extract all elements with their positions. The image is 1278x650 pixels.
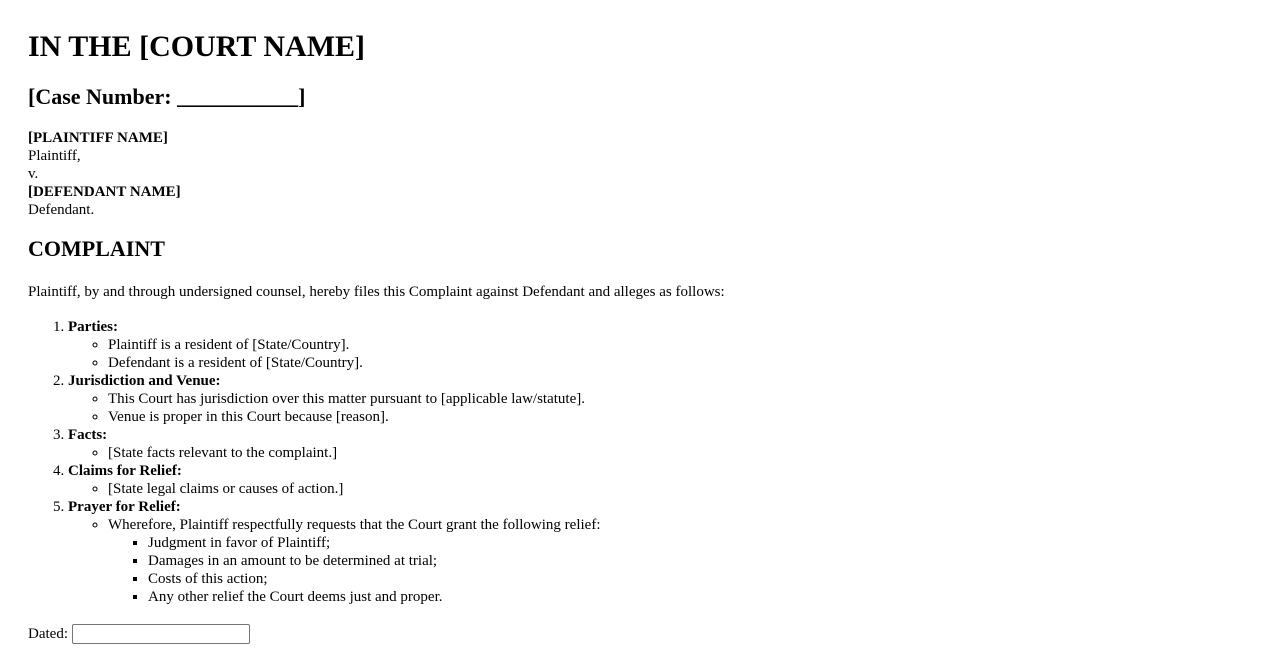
complaint-title: COMPLAINT	[28, 236, 165, 261]
list-item: ◦ Venue is proper in this Court because [reason].	[108, 408, 1250, 426]
relief-list	[108, 534, 1250, 606]
section-claims-for-relief	[68, 462, 1250, 498]
section-heading: Claims for Relief:	[68, 463, 182, 479]
dated-row	[28, 623, 1250, 645]
section-items	[68, 390, 1250, 426]
dated-label: Dated:	[28, 626, 68, 642]
parties-caption	[28, 129, 1250, 219]
list-item: ◦ [State legal claims or causes of action.]	[108, 480, 1250, 498]
relief-request-text: Wherefore, Plaintiff respectfully requests that the Court grant the following relief:	[108, 517, 601, 533]
relief-item: ▪ Costs of this action;	[148, 570, 1250, 588]
complaint-sections-list	[28, 318, 1250, 606]
relief-item: ▪ Damages in an amount to be determined at trial;	[148, 552, 1250, 570]
section-items	[68, 516, 1250, 606]
section-parties	[68, 318, 1250, 372]
section-items	[68, 480, 1250, 498]
section-facts	[68, 426, 1250, 462]
relief-item: ▪ Judgment in favor of Plaintiff;	[148, 534, 1250, 552]
relief-item: ▪ Any other relief the Court deems just and proper.	[148, 588, 1250, 606]
list-item: ◦ [State facts relevant to the complaint.]	[108, 444, 1250, 462]
section-heading: Jurisdiction and Venue:	[68, 373, 221, 389]
versus-text: v.	[28, 166, 39, 182]
complaint-intro: Plaintiff, by and through undersigned counsel, hereby files this Complaint against Defendant and alleges as follows:	[28, 284, 725, 300]
list-item: ◦ Defendant is a resident of [State/Country].	[108, 354, 1250, 372]
section-items	[68, 444, 1250, 462]
plaintiff-role: Plaintiff,	[28, 148, 81, 164]
dated-input[interactable]	[72, 624, 250, 644]
section-prayer-for-relief	[68, 498, 1250, 606]
section-jurisdiction-venue	[68, 372, 1250, 426]
section-items	[68, 336, 1250, 372]
section-heading: Facts:	[68, 427, 108, 443]
list-item: ◦ Plaintiff is a resident of [State/Country].	[108, 336, 1250, 354]
court-heading: IN THE [COURT NAME]	[28, 30, 366, 63]
plaintiff-name: [PLAINTIFF NAME]	[28, 130, 168, 146]
list-item	[108, 516, 1250, 606]
defendant-name: [DEFENDANT NAME]	[28, 184, 181, 200]
section-heading: Prayer for Relief:	[68, 499, 181, 515]
case-number-heading: [Case Number: ___________]	[28, 84, 306, 109]
section-heading: Parties:	[68, 319, 118, 335]
defendant-role: Defendant.	[28, 202, 95, 218]
list-item: ◦ This Court has jurisdiction over this matter pursuant to [applicable law/statute].	[108, 390, 1250, 408]
